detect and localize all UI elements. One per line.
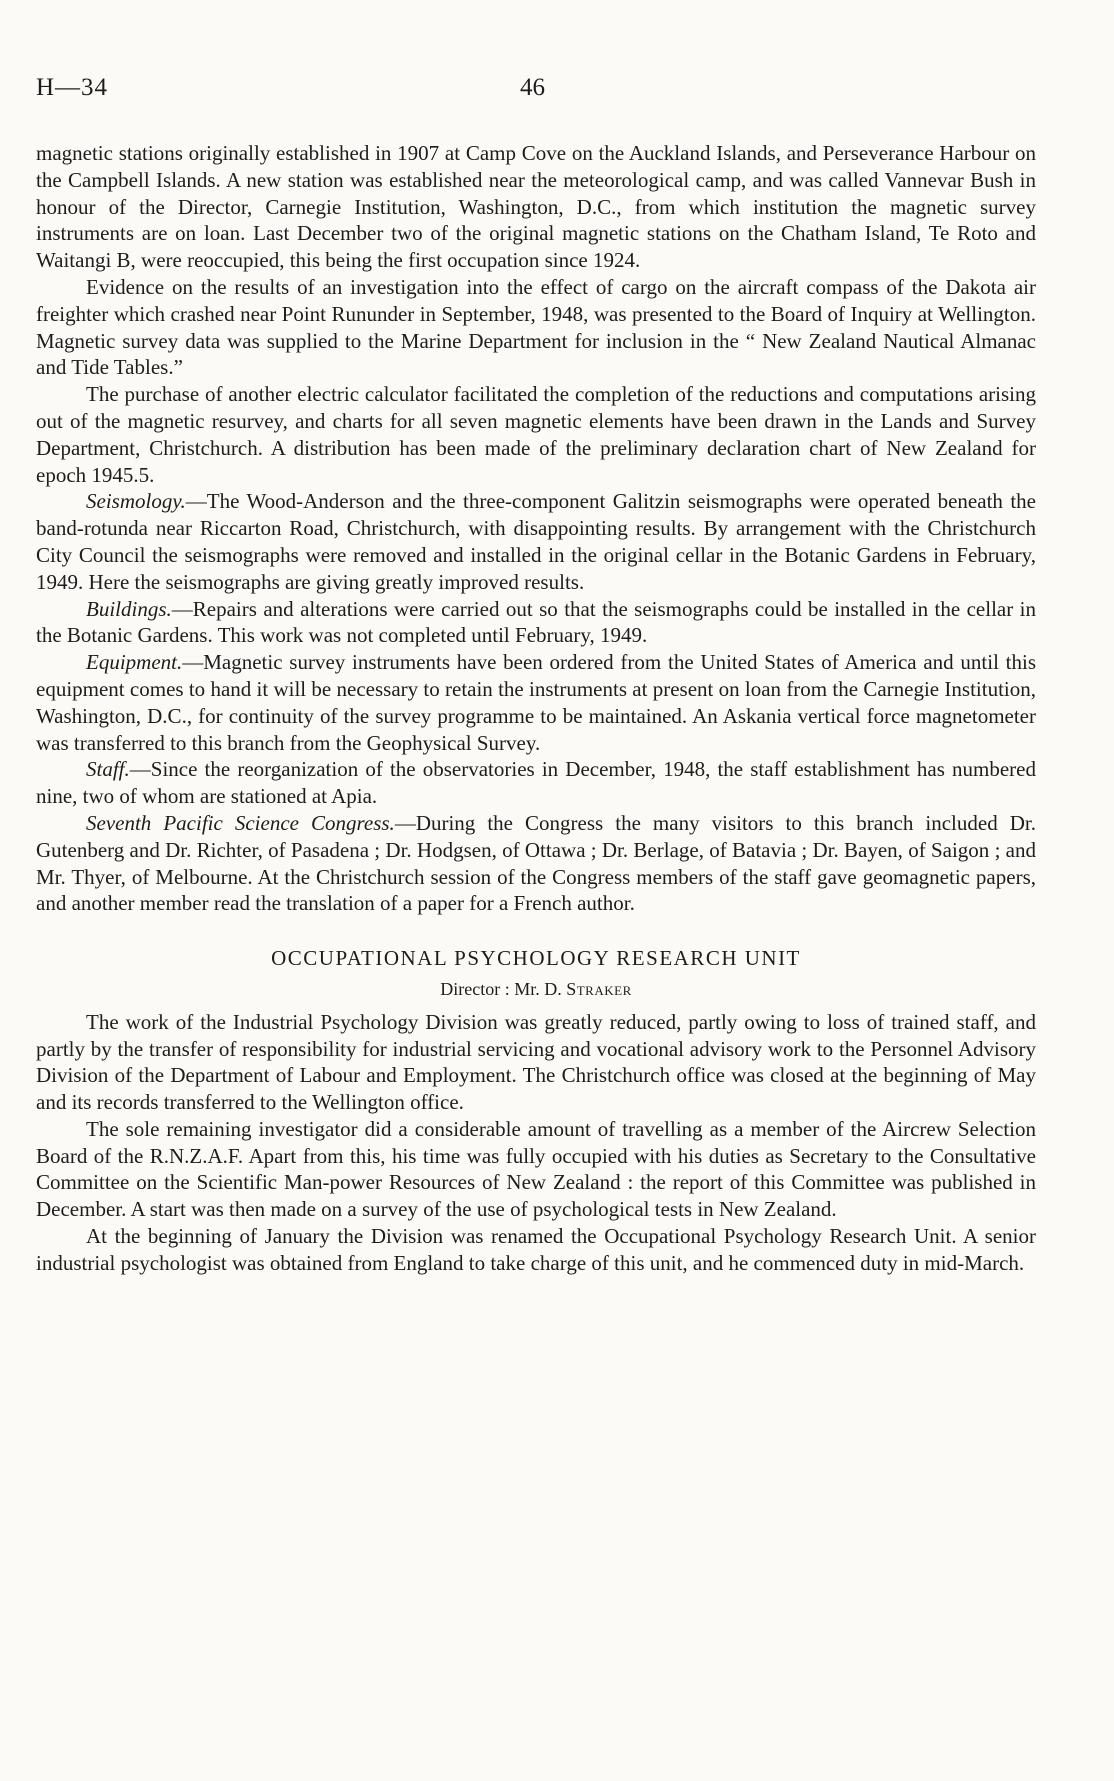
paragraph-text: The work of the Industrial Psychology Division was greatly reduced, partly owing to loss of trained staff, and partly by the transfer of responsibility for industrial servicing and vocational advisory work to the Personnel Advisory Division of the Department of Labour and Employment. The Christchurch office was closed at the beginning of May and its records transferred to the Wellington office. [36, 1009, 1036, 1115]
director-surname: Straker [566, 978, 632, 999]
page-number: 46 [520, 74, 545, 101]
run-in-heading: Equipment. [86, 650, 183, 675]
body-text [36, 140, 1036, 1277]
running-head [36, 74, 1036, 104]
director-line [36, 976, 1036, 1003]
paragraph-text: At the beginning of January the Division was renamed the Occupational Psychology Research Unit. A senior industrial psychologist was obtained from England to take charge of this unit, and he commenced duty in mid-March. [36, 1224, 1036, 1275]
paragraph-text: The purchase of another electric calculator facilitated the completion of the reductions and computations arising out of the magnetic resurvey, and charts for all seven magnetic elements have been drawn in the Lands and Survey Department, Christchurch. A distribution has been made of the preliminary declaration chart of New Zealand for epoch 1945.5. [36, 382, 1036, 487]
paragraph [36, 1116, 1036, 1223]
paragraph-text: magnetic stations originally established in 1907 at Camp Cove on the Auckland Islands, and Perseverance Harbour on the Campbell Islands. A new station was established near the meteorological camp, and was called Vannevar Bush in honour of the Director, Carnegie Institution, Washington, D.C., from which institution the magnetic survey instruments are on loan. Last December two of the original magnetic stations on the Chatham Island, Te Roto and Waitangi B, were reoccupied, this being the first occupation since 1924. [36, 141, 1036, 273]
director-prefix: Mr. D. [514, 978, 562, 999]
paragraph-buildings [36, 596, 1036, 650]
paragraph-congress [36, 810, 1036, 917]
paragraph [36, 274, 1036, 381]
paragraph [36, 381, 1036, 488]
run-in-heading: Seventh Pacific Science Congress. [86, 810, 395, 835]
paragraph [36, 1223, 1036, 1277]
paragraph-text: Evidence on the results of an investigation into the effect of cargo on the aircraft compass of the Dakota air freighter which crashed near Point Rununder in September, 1948, was presented to the Board of Inquiry at Wellington. Magnetic survey data was supplied to the Marine Department for inclusion in the “ New Zealand Nautical Almanac and Tide Tables.” [36, 274, 1036, 380]
paragraph-text: —Since the reorganization of the observatories in December, 1948, the staff establishment has numbered nine, two of whom are stationed at Apia. [36, 757, 1036, 809]
paragraph-text: —Repairs and alterations were carried out so that the seismographs could be installed in the cellar in the Botanic Gardens. This work was not completed until February, 1949. [36, 596, 1036, 648]
paragraph [36, 1009, 1036, 1116]
paragraph-text: The sole remaining investigator did a considerable amount of travelling as a member of the Aircrew Selection Board of the R.N.Z.A.F. Apart from this, his time was fully occupied with his duties as Secretary to the Consultative Committee on the Scientific Man-power Resources of New Zealand : the report of this Committee was published in December. A start was then made on a survey of the use of psychological tests in New Zealand. [36, 1116, 1036, 1222]
section-title: OCCUPATIONAL PSYCHOLOGY RESEARCH UNIT [271, 946, 801, 971]
paragraph-seismology [36, 488, 1036, 595]
run-in-heading: Staff. [86, 757, 130, 782]
paragraph-text: —During the Congress the many visitors to this branch included Dr. Gutenberg and Dr. Richter, of Pasadena ; Dr. Hodgsen, of Ottawa ; Dr. Berlage, of Batavia ; Dr. Bayen, of Saigon ; and Mr. Thyer, of Melbourne. At the Christchurch session of the Congress members of the staff gave geomagnetic papers, and another member read the translation of a paper for a French author. [36, 810, 1036, 916]
document-reference: H—34 [36, 74, 109, 101]
paragraph [36, 140, 1036, 274]
run-in-heading: Seismology. [86, 489, 186, 514]
paragraph-text: —The Wood-Anderson and the three-component Galitzin seismographs were operated beneath the band-rotunda near Riccarton Road, Christchurch, with disappointing results. By arrangement with the Christchurch City Council the seismographs were removed and installed in the original cellar in the Botanic Gardens in February, 1949. Here the seismographs are giving greatly improved results. [36, 489, 1036, 594]
paragraph-staff [36, 756, 1036, 810]
paragraph-text: —Magnetic survey instruments have been ordered from the United States of America and until this equipment comes to hand it will be necessary to retain the instruments at present on loan from the Carnegie Institution, Washington, D.C., for continuity of the survey programme to be maintained. An Askania vertical force magnetometer was transferred to this branch from the Geophysical Survey. [36, 650, 1036, 755]
director-label: Director : [440, 978, 510, 999]
paragraph-equipment [36, 649, 1036, 756]
run-in-heading: Buildings. [86, 596, 172, 621]
